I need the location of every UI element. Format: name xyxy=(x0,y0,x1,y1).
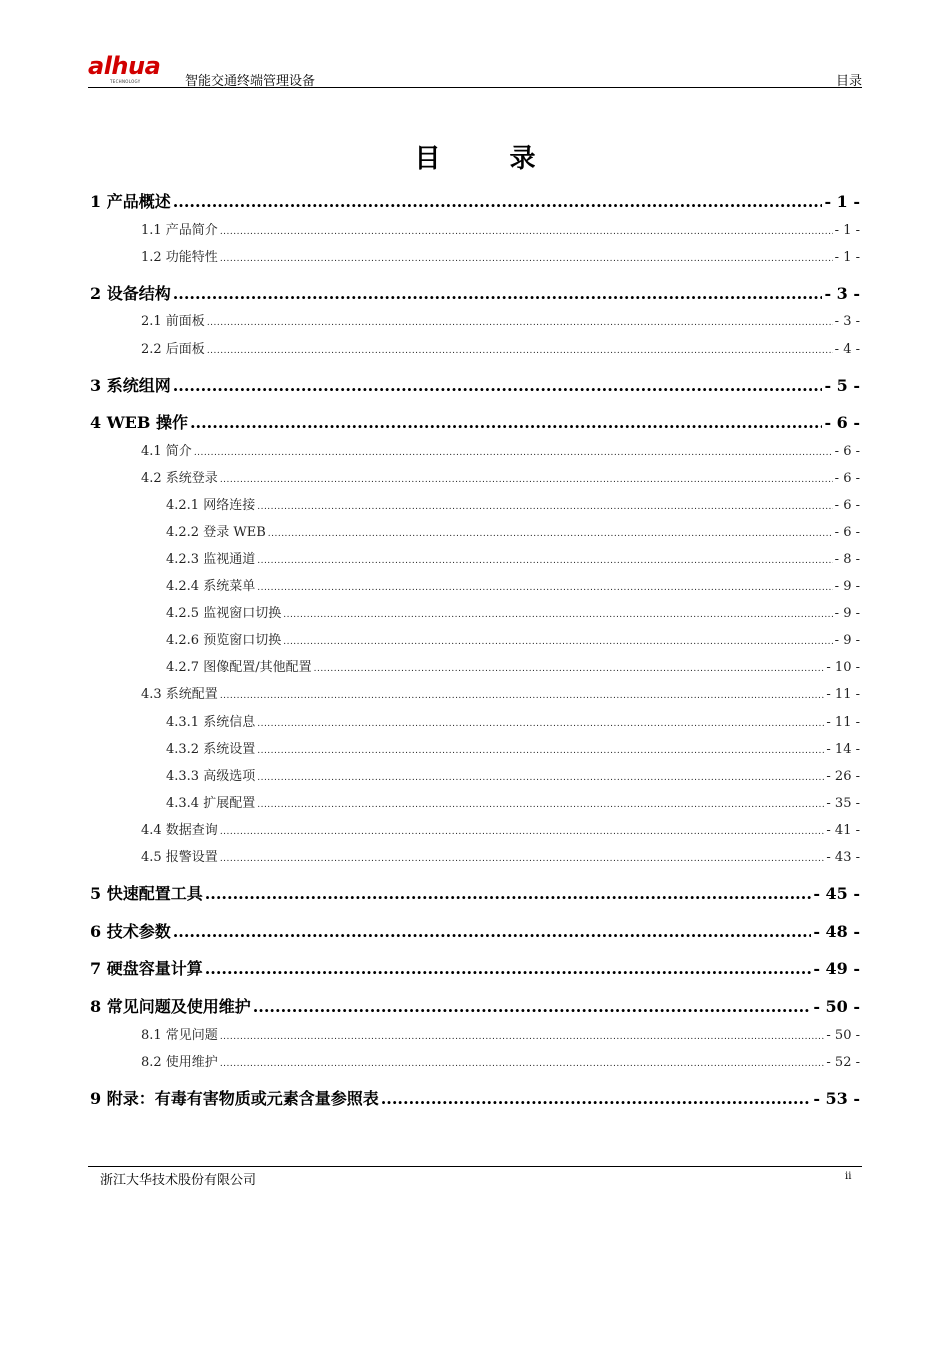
toc-entry-label: 5 快速配置工具 xyxy=(90,884,203,903)
toc-entry-label: 1.1 产品简介 xyxy=(141,223,218,238)
toc-entry-page: - 49 - xyxy=(813,959,860,978)
toc-leader-dots xyxy=(220,475,833,485)
toc-entry-page: - 9 - xyxy=(834,579,860,594)
toc-leader-dots xyxy=(257,773,824,783)
toc-leader-dots xyxy=(220,691,825,701)
toc-leader-dots xyxy=(173,192,823,211)
toc-entry-label: 7 硬盘容量计算 xyxy=(90,959,203,978)
toc-leader-dots xyxy=(173,376,823,395)
toc-entry-page: - 4 - xyxy=(834,342,860,357)
toc-entry-label: 4.5 报警设置 xyxy=(141,850,218,865)
page-header xyxy=(88,52,862,89)
toc-entry-label: 4.2.3 监视通道 xyxy=(166,552,256,567)
footer-company: 浙江大华技术股份有限公司 xyxy=(100,1173,257,1188)
toc-entry[interactable] xyxy=(141,683,860,702)
toc-entry-page: - 3 - xyxy=(824,284,860,303)
toc-entry-label: 8.2 使用维护 xyxy=(141,1055,218,1070)
logo-text: alhua xyxy=(88,52,161,80)
toc-entry-page: - 50 - xyxy=(813,997,860,1016)
toc-entry-page: - 6 - xyxy=(824,413,860,432)
toc-entry-page: - 10 - xyxy=(826,660,860,675)
toc-entry[interactable] xyxy=(90,881,860,904)
toc-leader-dots xyxy=(205,884,812,903)
toc-entry-page: - 1 - xyxy=(824,192,860,211)
toc-entry[interactable] xyxy=(141,1024,860,1043)
toc-entry[interactable] xyxy=(166,629,860,648)
toc-entry-page: - 14 - xyxy=(826,742,860,757)
toc-leader-dots xyxy=(207,346,833,356)
toc-entry[interactable] xyxy=(166,765,860,784)
page-title: 目 录 xyxy=(414,144,566,174)
toc-leader-dots xyxy=(220,827,825,837)
footer-page-number: ii xyxy=(845,1171,852,1182)
toc-entry-label: 4.2.5 监视窗口切换 xyxy=(166,606,282,621)
footer-divider xyxy=(88,1166,862,1167)
header-divider xyxy=(88,87,862,88)
toc-entry-label: 4.2.6 预览窗口切换 xyxy=(166,633,282,648)
toc-entry[interactable] xyxy=(141,219,860,238)
toc-entry[interactable] xyxy=(166,711,860,730)
toc-leader-dots xyxy=(283,637,832,647)
toc-entry[interactable] xyxy=(141,846,860,865)
toc-leader-dots xyxy=(257,746,824,756)
toc-entry-page: - 50 - xyxy=(826,1028,860,1043)
toc-entry[interactable] xyxy=(166,656,860,675)
toc-leader-dots xyxy=(173,922,812,941)
toc-entry-page: - 43 - xyxy=(826,850,860,865)
toc-entry-page: - 45 - xyxy=(813,884,860,903)
toc-leader-dots xyxy=(314,664,825,674)
toc-leader-dots xyxy=(220,854,825,864)
toc-entry[interactable] xyxy=(90,919,860,942)
toc-leader-dots xyxy=(257,502,832,512)
toc-leader-dots xyxy=(220,1032,825,1042)
toc-entry[interactable] xyxy=(166,575,860,594)
toc-entry[interactable] xyxy=(90,373,860,396)
toc-entry-page: - 11 - xyxy=(826,715,860,730)
toc-entry-page: - 8 - xyxy=(834,552,860,567)
header-subtitle: 智能交通终端管理设备 xyxy=(185,74,316,89)
toc-entry[interactable] xyxy=(141,467,860,486)
toc-entry-page: - 6 - xyxy=(834,471,860,486)
toc-entry[interactable] xyxy=(90,994,860,1017)
toc-entry-page: - 11 - xyxy=(826,687,860,702)
toc-leader-dots xyxy=(381,1089,812,1108)
toc-leader-dots xyxy=(220,254,833,264)
toc-entry-page: - 6 - xyxy=(834,444,860,459)
toc-leader-dots xyxy=(268,529,833,539)
toc-entry[interactable] xyxy=(90,1086,860,1109)
toc-leader-dots xyxy=(190,413,822,432)
toc-entry-label: 4.3 系统配置 xyxy=(141,687,218,702)
toc-entry[interactable] xyxy=(90,410,860,433)
toc-entry-label: 4.3.1 系统信息 xyxy=(166,715,256,730)
toc-entry[interactable] xyxy=(90,189,860,212)
toc-entry-page: - 9 - xyxy=(834,633,860,648)
toc-entry-label: 3 系统组网 xyxy=(90,376,171,395)
toc-entry[interactable] xyxy=(166,521,860,540)
toc-entry-page: - 6 - xyxy=(834,498,860,513)
toc-entry-label: 4.3.4 扩展配置 xyxy=(166,796,256,811)
toc-entry-label: 4.3.2 系统设置 xyxy=(166,742,256,757)
toc-entry-page: - 3 - xyxy=(834,314,860,329)
toc-entry[interactable] xyxy=(166,602,860,621)
toc-entry[interactable] xyxy=(141,1051,860,1070)
toc-entry-label: 8 常见问题及使用维护 xyxy=(90,997,251,1016)
toc-entry-label: 2.2 后面板 xyxy=(141,342,205,357)
toc-entry-page: - 5 - xyxy=(824,376,860,395)
toc-leader-dots xyxy=(220,227,833,237)
toc-entry[interactable] xyxy=(166,792,860,811)
toc-entry-label: 4.2.4 系统菜单 xyxy=(166,579,256,594)
toc-entry-label: 4.2.1 网络连接 xyxy=(166,498,256,513)
toc-leader-dots xyxy=(207,318,833,328)
toc-entry-label: 8.1 常见问题 xyxy=(141,1028,218,1043)
toc-entry-page: - 35 - xyxy=(826,796,860,811)
toc-entry-label: 9 附录：有毒有害物质或元素含量参照表 xyxy=(90,1089,379,1108)
toc-leader-dots xyxy=(257,583,832,593)
toc-entry-page: - 26 - xyxy=(826,769,860,784)
toc-entry-label: 4.4 数据查询 xyxy=(141,823,218,838)
toc-entry-page: - 41 - xyxy=(826,823,860,838)
toc-leader-dots xyxy=(253,997,812,1016)
toc-entry[interactable] xyxy=(90,281,860,304)
toc-leader-dots xyxy=(194,448,833,458)
toc-entry[interactable] xyxy=(141,246,860,265)
toc-entry[interactable] xyxy=(90,956,860,979)
toc-entry-label: 4.1 简介 xyxy=(141,444,192,459)
toc-leader-dots xyxy=(257,800,824,810)
toc-entry[interactable] xyxy=(141,819,860,838)
toc-entry[interactable] xyxy=(141,310,860,329)
toc-entry[interactable] xyxy=(166,494,860,513)
toc-leader-dots xyxy=(173,284,823,303)
toc-leader-dots xyxy=(205,959,812,978)
toc-entry-label: 1 产品概述 xyxy=(90,192,171,211)
toc-entry-label: 4.2 系统登录 xyxy=(141,471,218,486)
toc-entry-page: - 9 - xyxy=(834,606,860,621)
header-section: 目录 xyxy=(835,74,862,89)
toc-entry-page: - 1 - xyxy=(834,223,860,238)
toc-leader-dots xyxy=(257,556,832,566)
toc-entry-label: 4.2.7 图像配置/其他配置 xyxy=(166,660,312,675)
toc-entry[interactable] xyxy=(166,548,860,567)
toc-entry-label: 4 WEB 操作 xyxy=(90,413,188,432)
toc-entry-page: - 53 - xyxy=(813,1089,860,1108)
toc-entry-page: - 6 - xyxy=(834,525,860,540)
toc-leader-dots xyxy=(220,1059,825,1069)
toc-entry-page: - 48 - xyxy=(813,922,860,941)
toc-entry-label: 2.1 前面板 xyxy=(141,314,205,329)
toc-leader-dots xyxy=(283,610,832,620)
toc-entry[interactable] xyxy=(166,738,860,757)
toc-entry[interactable] xyxy=(141,440,860,459)
toc-entry-label: 4.3.3 高级选项 xyxy=(166,769,256,784)
logo-subtext: TECHNOLOGY xyxy=(110,79,141,84)
dahua-logo xyxy=(88,52,180,86)
toc-entry-page: - 52 - xyxy=(826,1055,860,1070)
toc-entry-label: 1.2 功能特性 xyxy=(141,250,218,265)
toc-entry-page: - 1 - xyxy=(834,250,860,265)
toc-entry-label: 6 技术参数 xyxy=(90,922,171,941)
toc-entry-label: 2 设备结构 xyxy=(90,284,171,303)
toc-leader-dots xyxy=(257,719,824,729)
toc-entry-label: 4.2.2 登录 WEB xyxy=(166,525,266,540)
toc-entry[interactable] xyxy=(141,338,860,357)
